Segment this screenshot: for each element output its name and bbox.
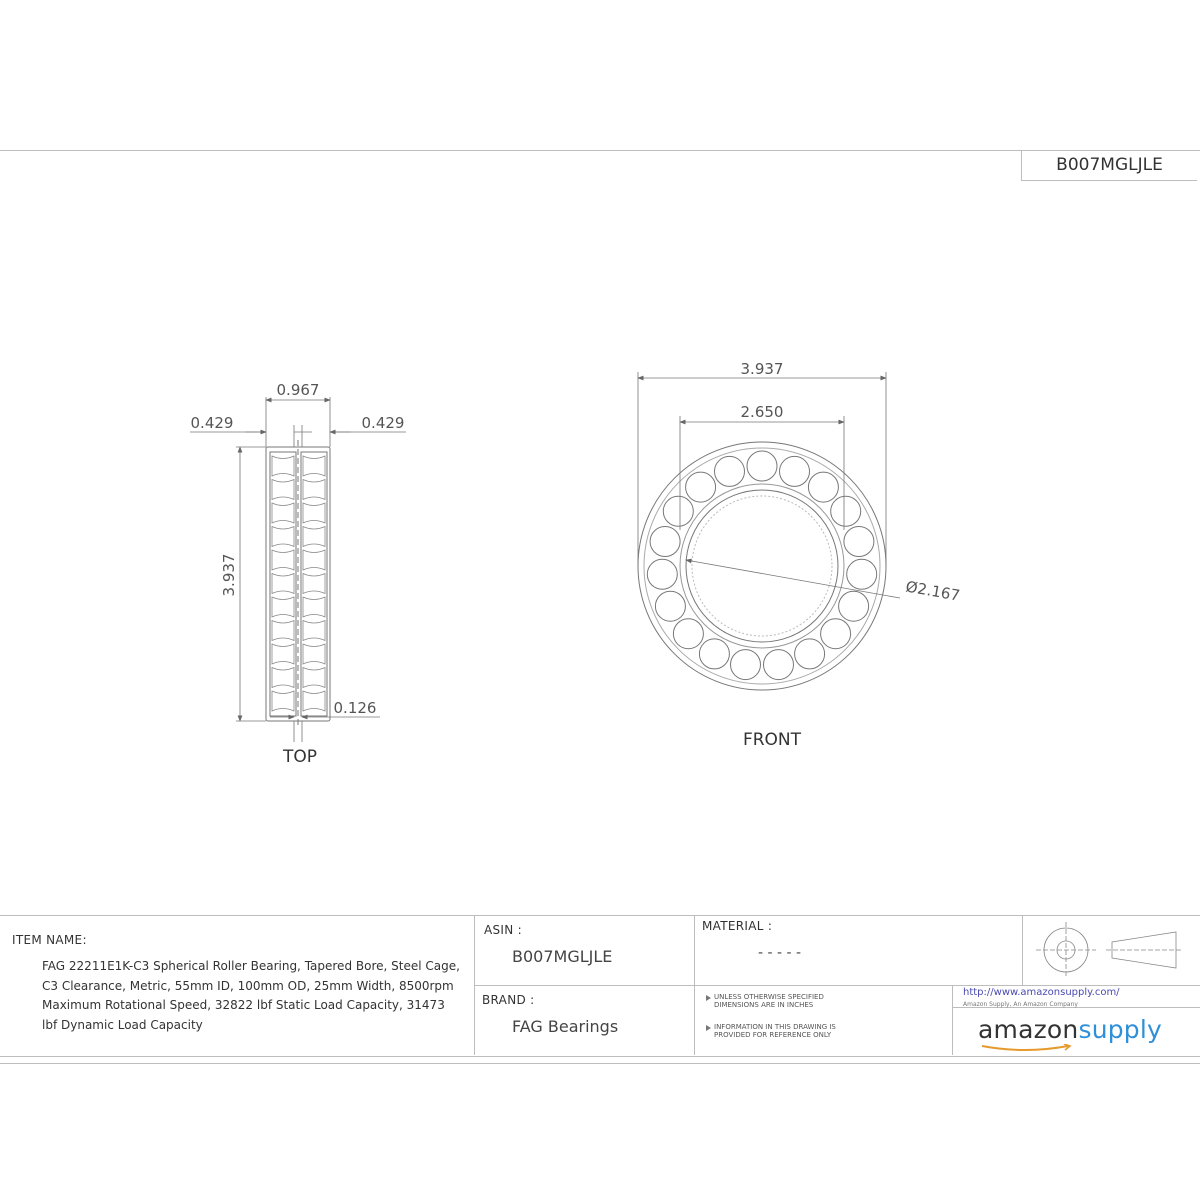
front-roller [831,496,861,526]
front-roller [663,496,693,526]
front-bore [686,490,838,642]
top-roller [272,480,294,500]
dim-front-pitch: 2.650 [740,403,784,421]
front-roller [847,559,877,589]
top-roller [272,574,294,594]
note-reference: INFORMATION IN THIS DRAWING IS PROVIDED FOR REFERENCE ONLY [714,1023,836,1039]
dim-top-width: 0.967 [276,381,320,399]
front-roller [821,619,851,649]
front-view-rollers [647,451,876,680]
front-roller [747,451,777,481]
item-name: FAG 22211E1K-C3 Spherical Roller Bearing, Tapered Bore, Steel Cage, C3 Clearance, Metric, 55mm ID, 100mm OD, 25mm Width, 8500rpm Maximum Rotational Speed, 32822 lbf Static Load Capacity, 31473 lbf Dynamic Load Capacity [42,959,460,1032]
front-roller [650,527,680,557]
front-view-labels [741,360,962,750]
top-roller [272,621,294,641]
note-dimensions: UNLESS OTHERWISE SPECIFIED DIMENSIONS ARE IN INCHES [714,993,824,1009]
front-roller [808,472,838,502]
note-bullets-icon [704,993,714,1043]
dim-top-height: 3.937 [220,553,238,597]
front-roller [655,591,685,621]
top-view-left-row [270,452,296,716]
front-view-label: FRONT [742,730,802,750]
top-view-labels [191,381,405,767]
front-roller [780,456,810,486]
asin-value: B007MGLJLE [512,947,613,966]
dim-front-bore: Ø2.167 [904,577,962,605]
front-roller [764,650,794,680]
material-label: MATERIAL : [702,919,773,933]
dim-front-outer: 3.937 [740,360,784,378]
top-roller [272,668,294,688]
top-roller [303,480,325,500]
front-roller [673,619,703,649]
front-roller [839,591,869,621]
front-roller [795,639,825,669]
logo-smile-icon [980,1044,1076,1054]
top-roller [272,691,294,711]
dim-top-right: 0.429 [361,414,405,432]
top-roller [303,668,325,688]
asin-label: ASIN : [484,923,522,937]
top-roller [303,456,325,476]
front-roller [731,650,761,680]
dim-top-left: 0.429 [190,414,234,432]
projection-symbol-icon [1030,920,1195,980]
front-roller [699,639,729,669]
top-roller [303,691,325,711]
front-roller [647,559,677,589]
top-view-label: TOP [282,747,318,767]
top-view [266,440,330,728]
front-roller [686,472,716,502]
brand-value: FAG Bearings [512,1017,619,1036]
top-roller [272,550,294,570]
front-roller [715,456,745,486]
supplier-subtitle: Amazon Supply, An Amazon Company [963,1001,1078,1008]
top-roller [303,597,325,617]
top-roller [303,621,325,641]
supplier-url[interactable]: http://www.amazonsupply.com/ [963,987,1120,998]
dim-top-gap: 0.126 [333,699,377,717]
item-name-label: ITEM NAME: [12,933,87,947]
amazon-supply-logo: amazonsupply [978,1015,1163,1044]
top-roller [272,527,294,547]
header-asin: B007MGLJLE [1021,150,1197,181]
front-roller [844,527,874,557]
top-roller [272,503,294,523]
top-view-right-row [301,452,327,716]
brand-label: BRAND : [482,993,535,1007]
top-roller [303,574,325,594]
top-roller [303,550,325,570]
top-roller [272,597,294,617]
top-roller [272,456,294,476]
top-roller [272,644,294,664]
material-value: - - - - - [758,945,802,961]
top-roller [303,644,325,664]
top-roller [303,503,325,523]
top-roller [303,527,325,547]
